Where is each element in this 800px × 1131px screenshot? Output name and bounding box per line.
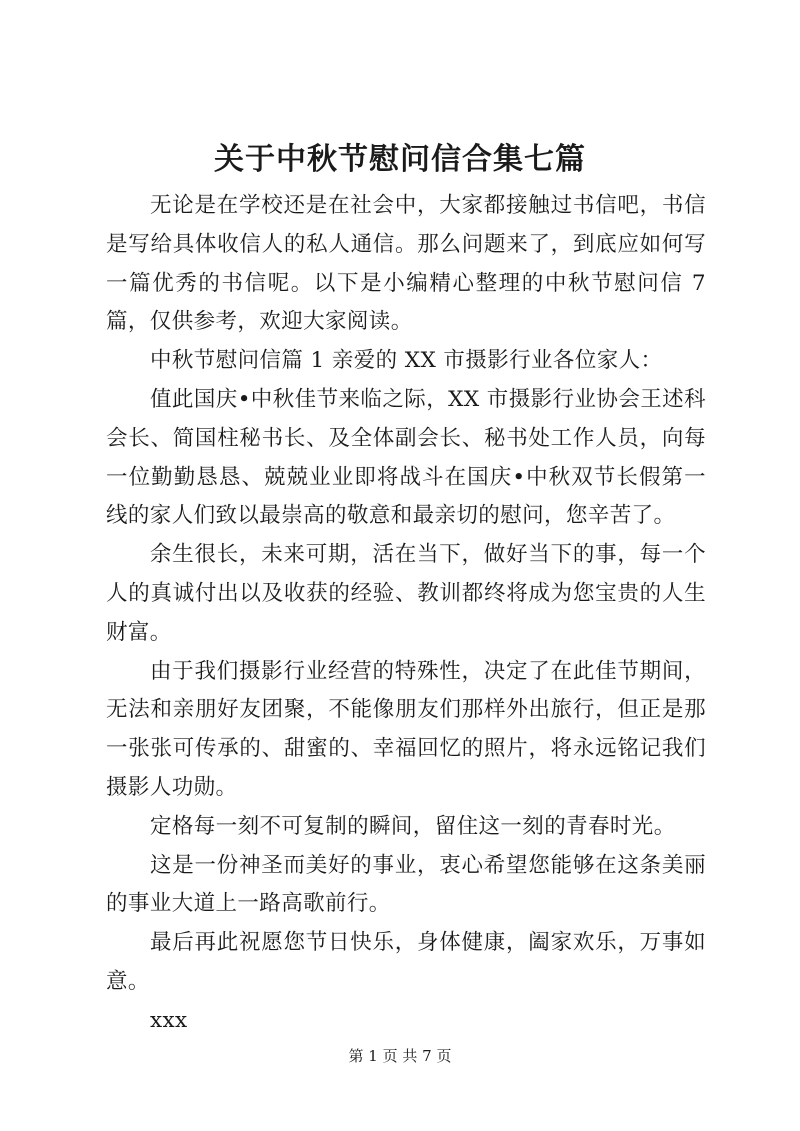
page-footer: 第 1 页 共 7 页 bbox=[348, 1047, 452, 1065]
paragraph-career: 这是一份神圣而美好的事业，衷心希望您能够在这条美丽的事业大道上一路高歌前行。 bbox=[106, 852, 706, 917]
document-title: 关于中秋节慰问信合集七篇 bbox=[214, 142, 586, 177]
paragraph-moment: 定格每一刻不可复制的瞬间，留住这一刻的青春时光。 bbox=[150, 813, 676, 839]
paragraph-wishes: 最后再此祝愿您节日快乐，身体健康，阖家欢乐，万事如意。 bbox=[106, 930, 706, 994]
paragraph-greeting: 值此国庆•中秋佳节来临之际，XX 市摄影行业协会王述科会长、简国柱秘书长、及全体副会长、秘书处工作人员，向每一位勤勤恳恳、兢兢业业即将战斗在国庆•中秋双节长假第一线的家人们致以最崇高的敬意和最亲切的慰问，您辛苦了。 bbox=[106, 386, 706, 529]
paragraph-life: 余生很长，未来可期，活在当下，做好当下的事，每一个人的真诚付出以及收获的经验、教训都终将成为您宝贵的人生财富。 bbox=[106, 542, 706, 645]
paragraph-signature: xxx bbox=[150, 1007, 188, 1033]
paragraph-intro: 无论是在学校还是在社会中，大家都接触过书信吧，书信是写给具体收信人的私人通信。那么问题来了，到底应如何写一篇优秀的书信呢。以下是小编精心整理的中秋节慰问信 7 篇，仅供参考，欢迎大家阅读。 bbox=[106, 193, 706, 335]
document-body bbox=[106, 187, 706, 1041]
paragraph-industry: 由于我们摄影行业经营的特殊性，决定了在此佳节期间，无法和亲朋好友团聚，不能像朋友们那样外出旅行，但正是那一张张可传承的、甜蜜的、幸福回忆的照片，将永远铭记我们摄影人功勋。 bbox=[106, 658, 706, 800]
paragraph-salutation: 中秋节慰问信篇 1 亲爱的 XX 市摄影行业各位家人： bbox=[150, 348, 663, 374]
